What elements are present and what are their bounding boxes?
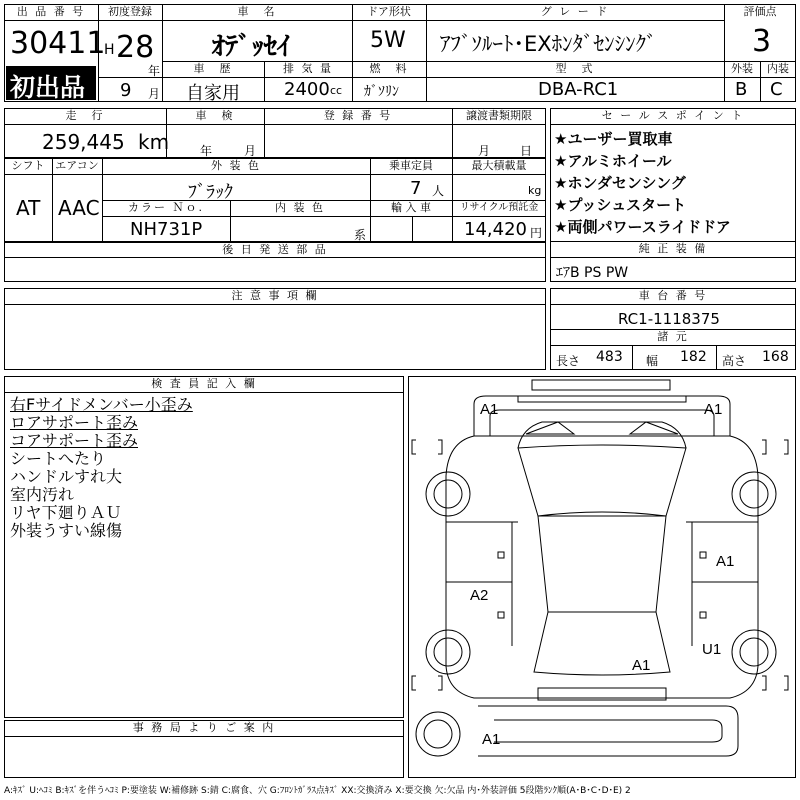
fuel: ｶﾞｿﾘﾝ xyxy=(364,84,399,100)
damage-mark-rear-hatch: A1 xyxy=(632,657,651,674)
genuine-equipment-label: 純 正 装 備 xyxy=(638,242,708,255)
door-type: 5W xyxy=(370,28,406,53)
note-item: 室内汚れ xyxy=(10,485,75,504)
color-number: NH731P xyxy=(130,219,203,240)
shift-label: シフト xyxy=(11,159,45,172)
exterior-color: ﾌﾞﾗｯｸ xyxy=(188,182,233,203)
month-unit: 月 xyxy=(148,87,161,101)
damage-mark-left-rear-door: A2 xyxy=(470,587,489,604)
grade-label: グ レ ー ド xyxy=(540,5,610,18)
fuel-label: 燃 料 xyxy=(369,62,409,75)
displacement-label: 排 気 量 xyxy=(283,62,333,75)
model-code-label: 型 式 xyxy=(555,62,595,75)
lot-number-label: 出 品 番 号 xyxy=(16,5,86,18)
aircon: AAC xyxy=(58,196,100,220)
kei-unit: 系 xyxy=(354,228,367,242)
transfer-month-unit: 月 xyxy=(478,144,491,158)
score: 3 xyxy=(752,24,772,59)
aircon-label: エアコン xyxy=(55,159,99,172)
dimensions-label: 諸 元 xyxy=(657,330,689,343)
car-name-label: 車 名 xyxy=(237,5,277,18)
sales-point-item: ★プッシュスタート xyxy=(554,196,687,214)
chassis-number: RC1-1118375 xyxy=(618,310,720,328)
length-label: 長さ xyxy=(556,354,581,368)
genuine-equipment: ｴｱB PS PW xyxy=(556,265,629,281)
displacement: 2400 xyxy=(284,79,330,100)
height-value: 168 xyxy=(762,349,789,365)
note-item: リヤ下廻りＡＵ xyxy=(10,503,122,522)
sales-point-item: ★ホンダセンシング xyxy=(554,174,686,192)
import-label: 輸 入 車 xyxy=(391,201,431,214)
first-listing-text: 初出品 xyxy=(10,73,86,102)
sales-points-list xyxy=(554,128,731,238)
year-unit: 年 xyxy=(148,64,161,78)
grade: ｱﾌﾞｿﾙｰﾄ･EXﾎﾝﾀﾞｾﾝｼﾝｸﾞ xyxy=(440,32,657,56)
kg-unit: kg xyxy=(528,184,542,197)
history: 自家用 xyxy=(186,83,240,104)
sales-point-item: ★ユーザー買取車 xyxy=(554,130,673,148)
interior-color-label: 内 装 色 xyxy=(275,201,325,214)
car-name: ｵﾃﾞｯｾｲ xyxy=(212,32,291,62)
note-item: 外装うすい線傷 xyxy=(10,521,123,540)
registration-number-label: 登 録 番 号 xyxy=(323,109,393,122)
note-item: ロアサポート歪み xyxy=(10,413,139,432)
registration-year: 28 xyxy=(116,30,155,65)
model-code: DBA-RC1 xyxy=(538,79,619,100)
yen-unit: 円 xyxy=(530,226,543,240)
cc-unit: cc xyxy=(330,84,343,97)
office-notice-label: 事 務 局 よ り ご 案 内 xyxy=(132,721,276,734)
mileage-label: 走 行 xyxy=(65,109,105,122)
capacity: 7 xyxy=(410,178,422,199)
km-unit: km xyxy=(138,130,170,154)
width-label: 幅 xyxy=(646,354,659,368)
interior-grade: C xyxy=(770,79,783,100)
inspector-notes-list xyxy=(10,396,193,540)
recycle-label: リサイクル預託金 xyxy=(459,202,539,213)
chassis-number-label: 車 台 番 号 xyxy=(638,289,708,302)
note-item: シートへたり xyxy=(10,449,107,468)
inspector-notes-label: 検 査 員 記 入 欄 xyxy=(151,377,257,390)
damage-mark-front-left: A1 xyxy=(480,401,499,418)
door-type-label: ドア形状 xyxy=(367,5,411,18)
shift: AT xyxy=(16,196,41,220)
exterior-color-label: 外 装 色 xyxy=(211,159,261,172)
first-registration-label: 初度登録 xyxy=(108,5,152,18)
transfer-day-unit: 日 xyxy=(520,144,533,158)
width-value: 182 xyxy=(680,349,707,365)
exterior-grade: B xyxy=(735,79,748,100)
sales-points-label: セ ー ル ス ポ イ ン ト xyxy=(601,109,745,122)
interior-grade-label: 内装 xyxy=(767,62,789,75)
persons-unit: 人 xyxy=(432,184,445,198)
damage-mark-right-rear-quarter: U1 xyxy=(702,641,722,658)
max-load-label: 最大積載量 xyxy=(471,159,527,172)
registration-month: 9 xyxy=(120,80,132,101)
sales-point-item: ★両側パワースライドドア xyxy=(554,218,731,236)
damage-mark-rear-bumper: A1 xyxy=(482,731,501,748)
legend-text: A:ｷｽﾞ U:ﾍｺﾐ B:ｷｽﾞを伴うﾍｺﾐ P:要塗装 W:補修跡 S:錆 C:腐食、穴 G:ﾌﾛﾝﾄｶﾞﾗｽ点ｷｽﾞ XX:交換済み X:要交換 欠:欠品 内･外装評価 5段階ﾗﾝｸ順(A･B･C･D･E) 2 xyxy=(4,786,631,796)
inspection-label: 車 検 xyxy=(195,109,235,122)
inspection-month-unit: 月 xyxy=(244,144,257,158)
transfer-docs-label: 譲渡書類期限 xyxy=(466,109,532,122)
lot-number: 30411 xyxy=(10,26,106,61)
car-diagram xyxy=(408,376,796,778)
damage-mark-front-right: A1 xyxy=(704,401,723,418)
sales-point-item: ★アルミホイール xyxy=(554,152,672,170)
caution-label: 注 意 事 項 欄 xyxy=(231,289,319,302)
era: H xyxy=(104,42,115,58)
later-parts-label: 後 日 発 送 部 品 xyxy=(222,243,328,256)
capacity-label: 乗車定員 xyxy=(389,159,433,172)
note-item: コアサポート歪み xyxy=(10,431,139,450)
note-item: 右Fサイドメンバー小歪み xyxy=(10,395,193,414)
inspection-year-unit: 年 xyxy=(200,144,213,158)
note-item: ハンドルすれ大 xyxy=(10,467,123,486)
history-label: 車 歴 xyxy=(193,62,233,75)
score-label: 評価点 xyxy=(743,5,777,18)
recycle-deposit: 14,420 xyxy=(464,219,527,240)
mileage: 259,445 xyxy=(42,130,125,154)
damage-mark-right-front-door: A1 xyxy=(716,553,735,570)
color-number-label: カラー Ｎｏ. xyxy=(128,201,204,214)
height-label: 高さ xyxy=(722,354,747,368)
length-value: 483 xyxy=(596,349,623,365)
exterior-grade-label: 外装 xyxy=(731,62,753,75)
